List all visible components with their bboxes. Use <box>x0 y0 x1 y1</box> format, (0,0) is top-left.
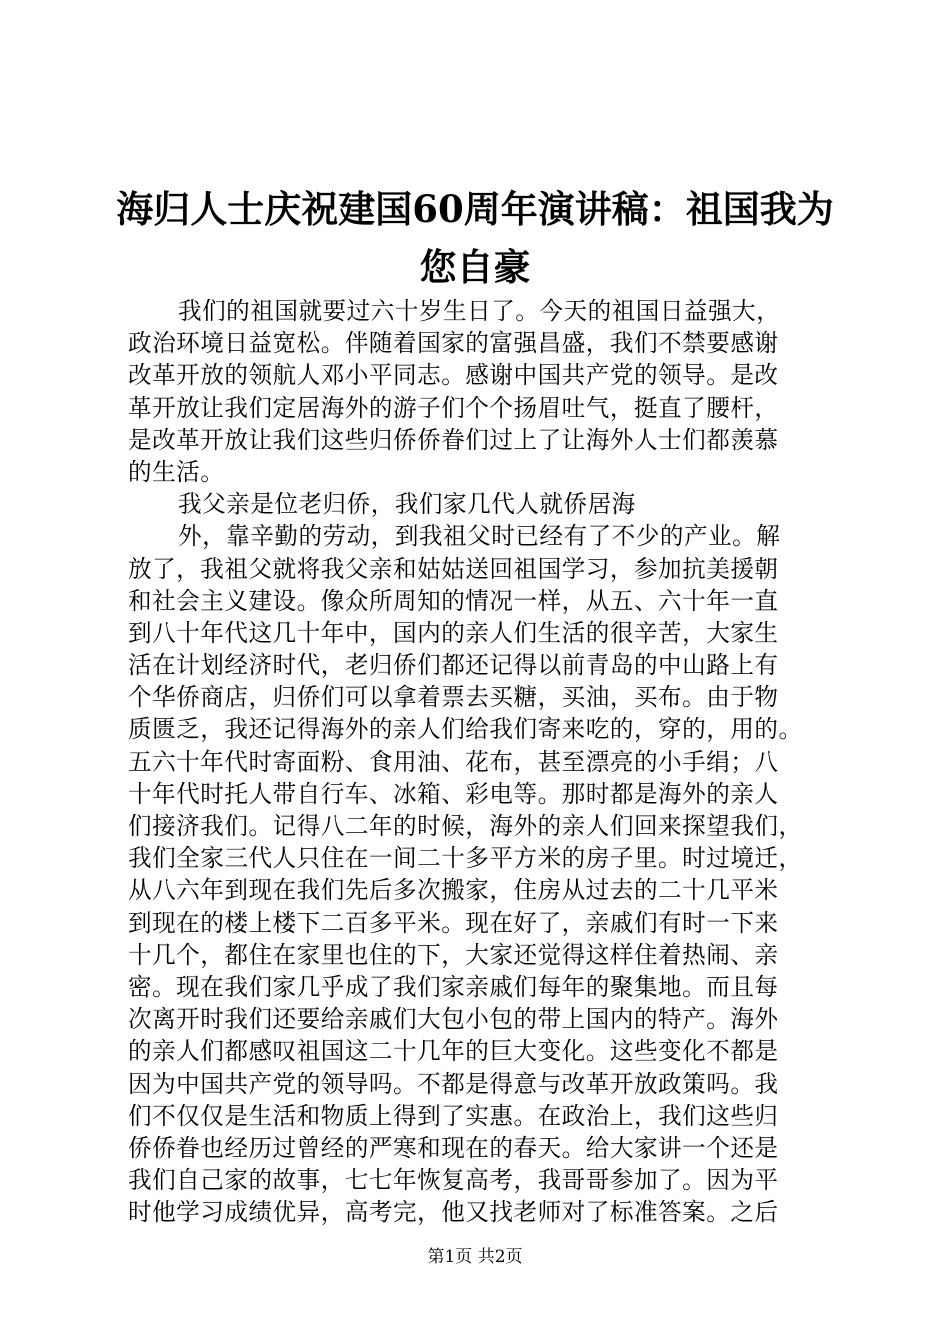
paragraph-line: 时他学习成绩优异，高考完，他又找老师对了标准答案。之后 <box>128 1198 779 1227</box>
paragraph-line: 质匮乏，我还记得海外的亲人们给我们寄来吃的，穿的，用的。 <box>128 715 803 744</box>
paragraph-line: 们接济我们。记得八二年的时候，海外的亲人们回来探望我们， <box>128 812 803 840</box>
paragraph-line: 活在计划经济时代，老归侨们都还记得以前青岛的中山路上有 <box>128 651 779 680</box>
paragraph-line: 放了，我祖父就将我父亲和姑姑送回祖国学习，参加抗美援朝 <box>128 554 779 583</box>
paragraph-line: 政治环境日益宽松。伴随着国家的富强昌盛，我们不禁要感谢 <box>128 329 779 358</box>
paragraph-line: 和社会主义建设。像众所周知的情况一样，从五、六十年一直 <box>128 586 779 615</box>
paragraph-line: 五六十年代时寄面粉、食用油、花布，甚至漂亮的小手绢；八 <box>128 747 779 776</box>
paragraph-line: 我父亲是位老归侨，我们家几代人就侨居海 <box>178 490 636 519</box>
paragraph-line: 密。现在我们家几乎成了我们家亲戚们每年的聚集地。而且每 <box>128 972 779 1001</box>
document-title-line-1: 海归人士庆祝建国60周年演讲稿：祖国我为 <box>116 187 834 231</box>
paragraph-2 <box>128 488 848 520</box>
paragraph-line: 是改革开放让我们这些归侨侨眷们过上了让海外人士们都羡慕 <box>128 425 779 454</box>
paragraph-line: 的生活。 <box>128 457 225 486</box>
paragraph-1 <box>128 295 848 488</box>
paragraph-line: 个华侨商店，归侨们可以拿着票去买糖，买油，买布。由于物 <box>128 683 779 712</box>
paragraph-line: 革开放让我们定居海外的游子们个个扬眉吐气，挺直了腰杆， <box>128 393 779 422</box>
page-footer: 第1页 共2页 <box>427 1247 523 1267</box>
paragraph-line: 我们全家三代人只住在一间二十多平方米的房子里。时过境迁， <box>128 844 803 873</box>
paragraph-line: 因为中国共产党的领导吗。不都是得意与改革开放政策吗。我 <box>128 1069 779 1098</box>
paragraph-3 <box>128 520 848 1228</box>
paragraph-line: 我们自己家的故事，七七年恢复高考，我哥哥参加了。因为平 <box>128 1166 779 1195</box>
paragraph-line: 十几个，都住在家里也住的下，大家还觉得这样住着热闹、亲 <box>128 940 779 969</box>
paragraph-line: 侨侨眷也经历过曾经的严寒和现在的春天。给大家讲一个还是 <box>128 1133 779 1162</box>
paragraph-line: 到八十年代这几十年中，国内的亲人们生活的很辛苦，大家生 <box>128 618 779 647</box>
paragraph-line: 外，靠辛勤的劳动，到我祖父时已经有了不少的产业。解 <box>178 522 781 551</box>
document-body <box>128 295 848 1228</box>
paragraph-line: 从八六年到现在我们先后多次搬家，住房从过去的二十几平米 <box>128 876 779 905</box>
paragraph-line: 们不仅仅是生活和物质上得到了实惠。在政治上，我们这些归 <box>128 1101 779 1130</box>
paragraph-line: 次离开时我们还要给亲戚们大包小包的带上国内的特产。海外 <box>128 1005 779 1034</box>
paragraph-line: 的亲人们都感叹祖国这二十几年的巨大变化。这些变化不都是 <box>128 1037 779 1066</box>
document-title-line-2: 您自豪 <box>419 245 531 289</box>
paragraph-line: 十年代时托人带自行车、冰箱、彩电等。那时都是海外的亲人 <box>128 779 779 808</box>
paragraph-line: 到现在的楼上楼下二百多平米。现在好了，亲戚们有时一下来 <box>128 908 779 937</box>
paragraph-line: 我们的祖国就要过六十岁生日了。今天的祖国日益强大， <box>178 297 781 325</box>
paragraph-line: 改革开放的领航人邓小平同志。感谢中国共产党的领导。是改 <box>128 361 779 390</box>
